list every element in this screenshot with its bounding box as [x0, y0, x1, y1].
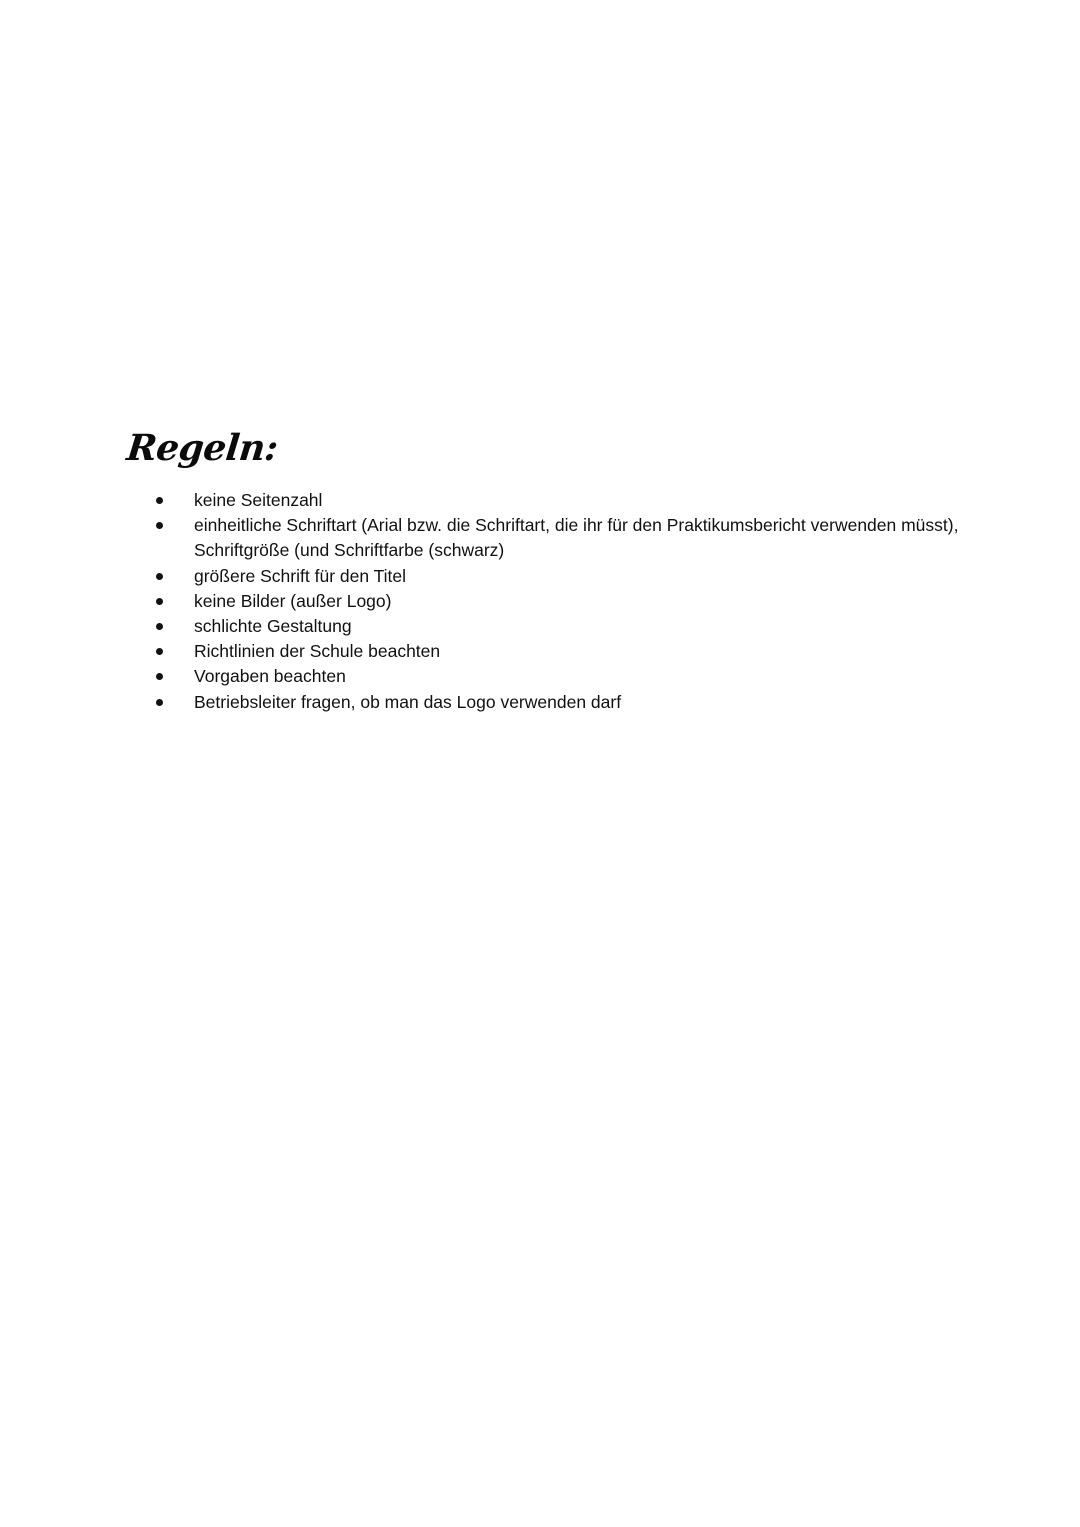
list-item-text: schlichte Gestaltung [194, 616, 352, 637]
bullet-icon [156, 573, 163, 580]
bullet-icon [156, 522, 163, 529]
list-item [152, 564, 972, 589]
rules-list [152, 488, 972, 715]
list-item [152, 488, 972, 513]
list-item [152, 639, 972, 664]
list-item-text: einheitliche Schriftart (Arial bzw. die Schriftart, die ihr für den Praktikumsbericht verwenden müsst), Schriftgröße (und Schriftfarbe (schwarz) [194, 515, 959, 561]
bullet-icon [156, 497, 163, 504]
list-item-text: größere Schrift für den Titel [194, 565, 407, 586]
list-item-text: Vorgaben beachten [194, 666, 346, 687]
bullet-icon [156, 623, 163, 630]
bullet-icon [156, 598, 163, 605]
list-item-text: keine Seitenzahl [194, 490, 323, 510]
list-item [152, 513, 972, 563]
section-heading: Regeln: [124, 427, 280, 469]
bullet-icon [156, 673, 163, 680]
list-item-text: Betriebsleiter fragen, ob man das Logo verwenden darf [194, 691, 622, 712]
list-item-text: keine Bilder (außer Logo) [194, 590, 392, 611]
list-item [152, 589, 972, 614]
list-item [152, 614, 972, 639]
list-item-text: Richtlinien der Schule beachten [194, 641, 441, 662]
bullet-icon [156, 648, 163, 655]
list-item [152, 690, 972, 715]
list-item [152, 664, 972, 689]
bullet-icon [156, 699, 163, 706]
